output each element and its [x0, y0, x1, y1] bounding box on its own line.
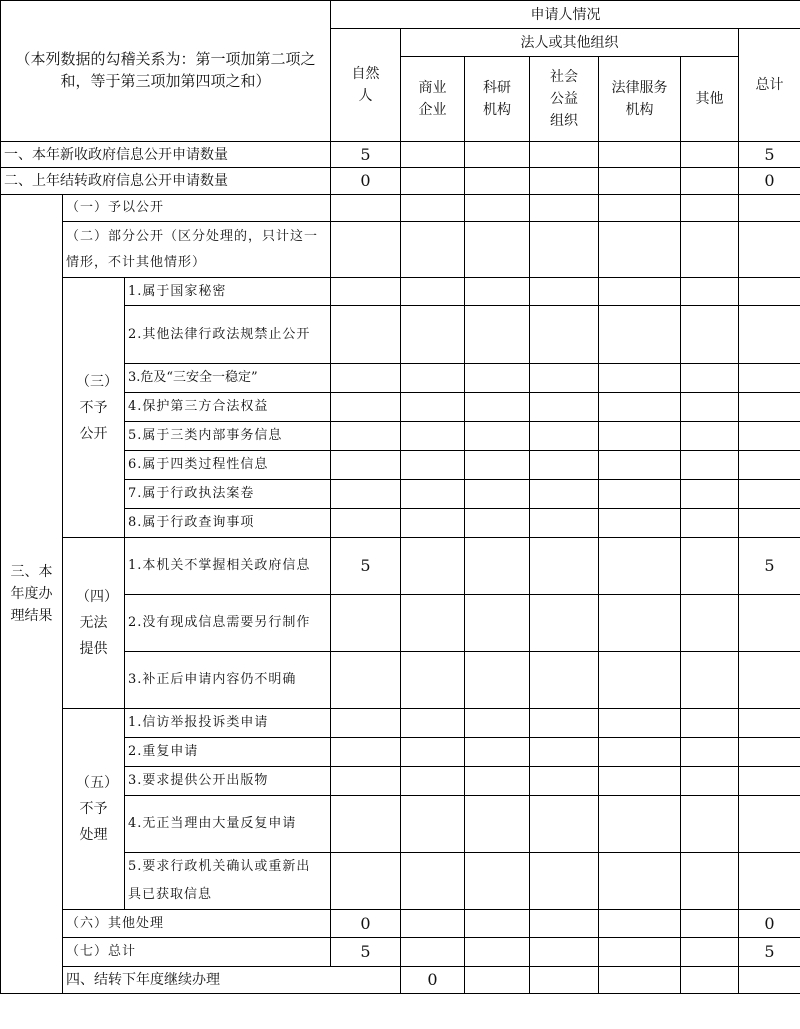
item-label: 3.危及“三安全一稳定” — [125, 364, 331, 393]
natural-value: 5 — [331, 538, 401, 595]
total-value: 5 — [739, 538, 800, 595]
commercial-header: 商业企业 — [401, 57, 465, 142]
item-label: 3.要求提供公开出版物 — [125, 767, 331, 796]
table-row — [1, 967, 800, 994]
social-welfare-header: 社会公益组织 — [530, 57, 599, 142]
group-label: （一）予以公开 — [63, 195, 331, 222]
group-label: （三）不予公开 — [63, 278, 125, 538]
item-label: 7.属于行政执法案卷 — [125, 480, 331, 509]
group-label: （四）无法提供 — [63, 538, 125, 709]
natural-value: 0 — [401, 967, 465, 994]
item-label: 1.信访举报投诉类申请 — [125, 709, 331, 738]
research-header: 科研机构 — [465, 57, 530, 142]
item-label: 8.属于行政查询事项 — [125, 509, 331, 538]
table-row — [1, 709, 800, 738]
group-label: （二）部分公开（区分处理的，只计这一情形，不计其他情形） — [63, 222, 331, 278]
item-label: 2.没有现成信息需要另行制作 — [125, 595, 331, 652]
item-label: 6.属于四类过程性信息 — [125, 451, 331, 480]
group-label: （六）其他处理 — [63, 910, 331, 938]
legal-service-header: 法律服务机构 — [599, 57, 681, 142]
table-row — [1, 195, 800, 222]
natural-value: 5 — [331, 142, 401, 168]
item-label: 1.本机关不掌握相关政府信息 — [125, 538, 331, 595]
relation-note: （本列数据的勾稽关系为：第一项加第二项之和，等于第三项加第四项之和） — [15, 52, 316, 90]
table-row — [1, 168, 800, 195]
item-label: 1.属于国家秘密 — [125, 278, 331, 306]
total-value: 0 — [739, 168, 800, 195]
row-label: 二、上年结转政府信息公开申请数量 — [1, 168, 331, 195]
table-row — [1, 222, 800, 278]
natural-person-header: 自然人 — [331, 29, 401, 142]
natural-value: 5 — [331, 938, 401, 967]
item-label: 5.要求行政机关确认或重新出具已获取信息 — [125, 853, 331, 910]
group-label: （七）总计 — [63, 938, 331, 967]
total-header: 总计 — [739, 29, 800, 142]
table-row — [1, 278, 800, 306]
other-header: 其他 — [681, 57, 739, 142]
relation-note-cell — [1, 1, 331, 142]
item-label: 4.无正当理由大量反复申请 — [125, 796, 331, 853]
section-three-text: 三、本年度办理结果 — [10, 564, 53, 624]
table-row — [1, 538, 800, 595]
group-label: （五）不予处理 — [63, 709, 125, 910]
item-label: 2.重复申请 — [125, 738, 331, 767]
item-label: 5.属于三类内部事务信息 — [125, 422, 331, 451]
item-label: 4.保护第三方合法权益 — [125, 393, 331, 422]
section-three-label — [1, 195, 63, 994]
row-label: 一、本年新收政府信息公开申请数量 — [1, 142, 331, 168]
total-value: 5 — [739, 142, 800, 168]
total-value: 5 — [739, 938, 800, 967]
item-label: 3.补正后申请内容仍不明确 — [125, 652, 331, 709]
applicant-situation-header: 申请人情况 — [331, 1, 800, 29]
item-label: 2.其他法律行政法规禁止公开 — [125, 306, 331, 364]
natural-value: 0 — [331, 910, 401, 938]
table-row — [1, 910, 800, 938]
table-row — [1, 142, 800, 168]
natural-value: 0 — [331, 168, 401, 195]
total-value: 0 — [739, 910, 800, 938]
legal-entities-header: 法人或其他组织 — [401, 29, 739, 57]
table-row — [1, 938, 800, 967]
row-label: 四、结转下年度继续办理 — [63, 967, 401, 994]
